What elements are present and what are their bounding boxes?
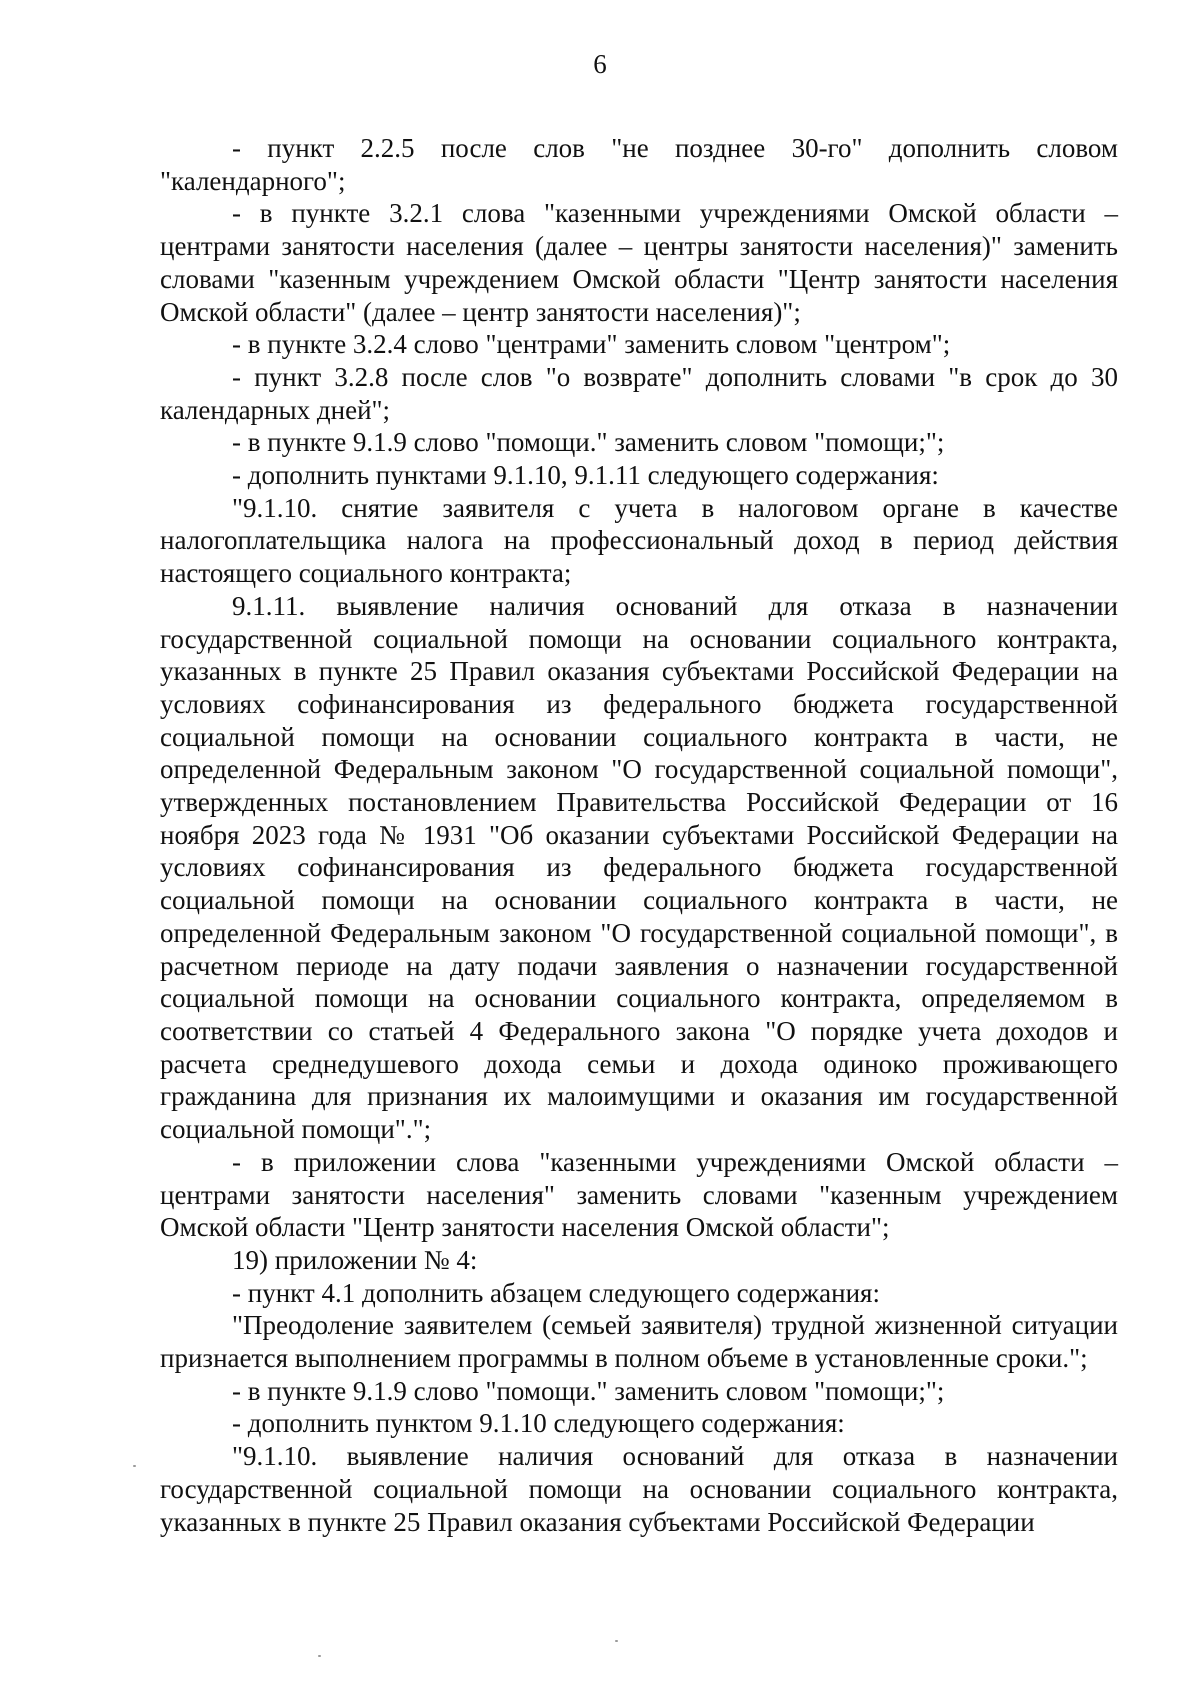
paragraph-14: - дополнить пунктом 9.1.10 следующего содержания: [232, 1408, 845, 1439]
paragraph-3: - в пункте 3.2.4 слово "центрами" заменить словом "центром"; [232, 329, 951, 360]
paragraph-6: - дополнить пунктами 9.1.10, 9.1.11 следующего содержания: [232, 460, 939, 491]
paragraph-13: - в пункте 9.1.9 слово "помощи." заменить словом "помощи;"; [232, 1375, 945, 1406]
page-number: 6 [593, 49, 607, 79]
paragraph-15: "9.1.10. выявление наличия оснований для отказа в назначении государственной социальной помощи на основании социального контракта, указанных в пункте 25 Правил оказания субъектами Российской Федерации [160, 1441, 1118, 1537]
paragraph-2: - в пункте 3.2.1 слова "казенными учреждениями Омской области – центрами занятости населения (далее – центры занятости населения)" заменить словами "казенным учреждением Омской области "Центр занятости населения Омской области" (далее – центр занятости населения)"; [160, 198, 1118, 327]
paragraph-4: - пункт 3.2.8 после слов "о возврате" дополнить словами "в срок до 30 календарных дней"; [160, 361, 1118, 425]
paragraph-8: 9.1.11. выявление наличия оснований для отказа в назначении государственной социальной помощи на основании социального контракта, указанных в пункте 25 Правил оказания субъектами Российской Федерации на условиях софинансирования из федерального бюджета государственной социальной помощи на основании социального контракта в части, не определенной Федеральным законом "О государственной социальной помощи", утвержденных постановлением Правительства Российской Федерации от 16 ноября 2023 года № 1931 "Об оказании субъектами Российской Федерации на условиях софинансирования из федерального бюджета государственной социальной помощи на основании социального контракта в части, не определенной Федеральным законом "О государственной социальной помощи", в расчетном периоде на дату подачи заявления о назначении государственной социальной помощи на основании социального контракта, определяемом в соответствии со статьей 4 Федерального закона "О порядке учета доходов и расчета среднедушевого дохода семьи и дохода одиноко проживающего гражданина для признания их малоимущими и оказания им государственной социальной помощи"."; [160, 590, 1118, 1145]
scan-speck [615, 1640, 618, 1642]
paragraph-11: - пункт 4.1 дополнить абзацем следующего содержания: [232, 1277, 880, 1308]
scan-speck [318, 1655, 321, 1657]
paragraph-1: - пункт 2.2.5 после слов "не позднее 30-го" дополнить словом "календарного"; [160, 133, 1118, 196]
document-body [160, 132, 1118, 1538]
paragraph-10: 19) приложении № 4: [232, 1244, 478, 1275]
paragraph-9: - в приложении слова "казенными учреждениями Омской области – центрами занятости населения" заменить словами "казенным учреждением Омской области "Центр занятости населения Омской области"; [160, 1146, 1118, 1243]
paragraph-12: "Преодоление заявителем (семьей заявителя) трудной жизненной ситуации признается выполнением программы в полном объеме в установленные сроки."; [160, 1310, 1118, 1374]
scan-speck [133, 1465, 136, 1467]
paragraph-7: "9.1.10. снятие заявителя с учета в налоговом органе в качестве налогоплательщика налога на профессиональный доход в период действия настоящего социального контракта; [160, 492, 1118, 589]
paragraph-5: - в пункте 9.1.9 слово "помощи." заменить словом "помощи;"; [232, 427, 945, 458]
